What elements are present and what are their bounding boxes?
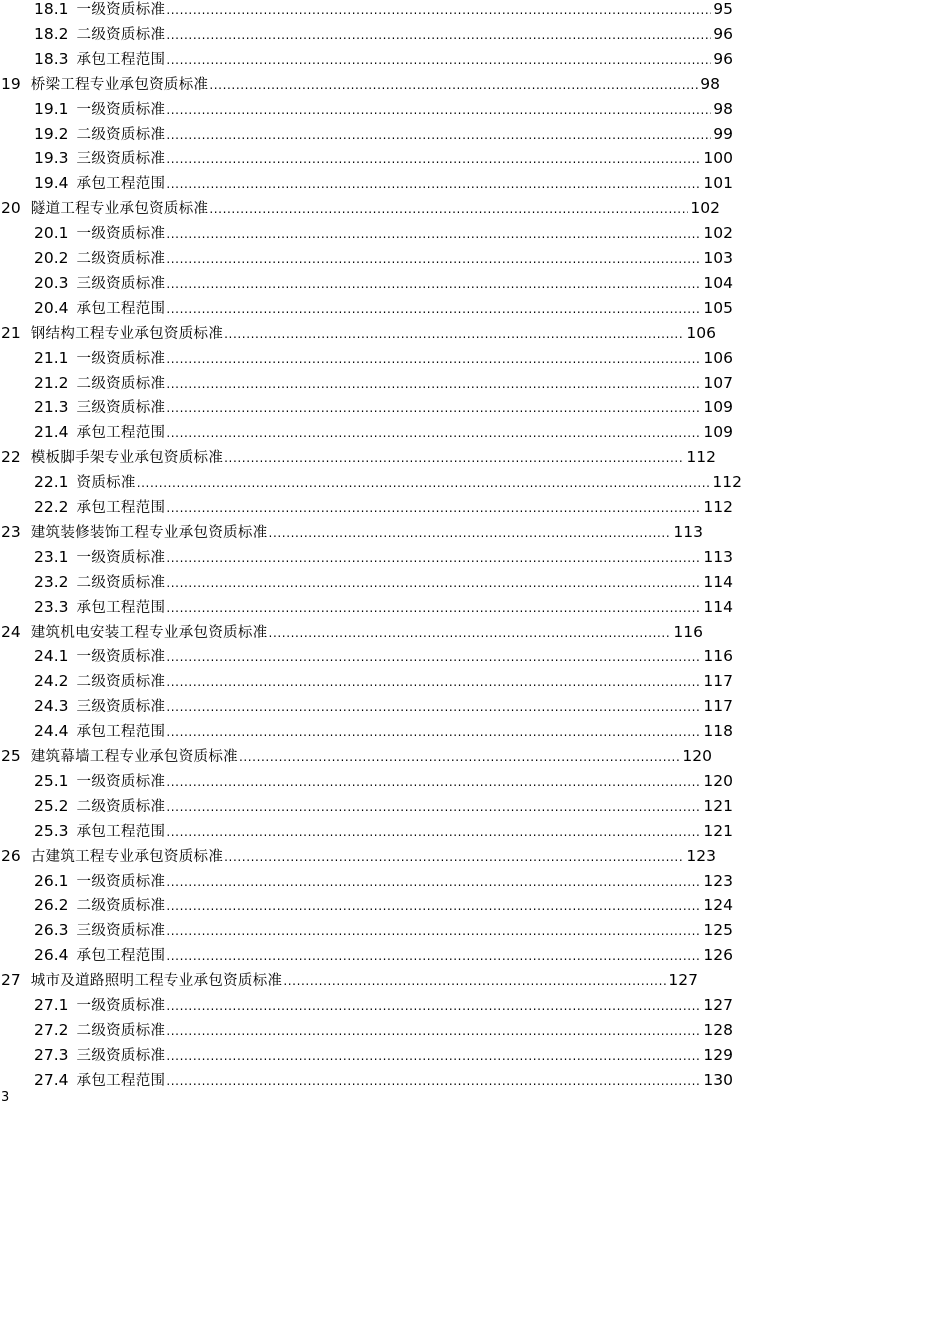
toc-entry-page-number: 127: [668, 971, 698, 990]
toc-entry-title: 承包工程范围: [76, 176, 166, 193]
toc-entry-page-number: 95: [713, 0, 733, 18]
toc-entry-number: 22.2: [34, 498, 69, 516]
toc-section-entry[interactable]: [0, 1045, 950, 1070]
toc-entry-page-number: 123: [703, 871, 733, 890]
toc-dot-leader: [165, 996, 701, 1016]
toc-entry-page-number: 125: [703, 921, 733, 940]
toc-entry-page-number: 123: [686, 846, 716, 865]
toc-entry-page-number: 117: [703, 697, 733, 716]
toc-dot-leader: [165, 498, 701, 518]
toc-entry-number: 24.2: [34, 672, 69, 691]
toc-entry-title: 三级资质标准: [76, 1047, 166, 1064]
toc-entry-number: 25.1: [34, 771, 69, 790]
toc-entry-number: 19.4: [34, 174, 69, 193]
toc-dot-leader: [165, 921, 701, 941]
toc-entry-title: 建筑机电安装工程专业承包资质标准: [30, 624, 268, 641]
toc-section-entry[interactable]: [0, 1070, 950, 1095]
toc-entry-number: 18.3: [34, 49, 69, 68]
toc-section-entry[interactable]: [0, 148, 950, 173]
toc-entry-page-number: 128: [703, 1020, 733, 1039]
toc-entry-number: 26.3: [34, 921, 69, 940]
toc-entry-title: 承包工程范围: [76, 724, 166, 741]
toc-entry-page-number: 100: [703, 149, 733, 168]
toc-entry-title: 一级资质标准: [76, 2, 166, 18]
toc-entry-title: 一级资质标准: [76, 226, 166, 243]
toc-entry-page-number: 109: [703, 398, 733, 417]
toc-entry-page-number: 120: [682, 747, 712, 765]
toc-dot-leader: [165, 1071, 701, 1091]
toc-dot-leader: [165, 1021, 701, 1041]
toc-chapter-entry[interactable]: [0, 622, 950, 647]
toc-entry-number: 27.3: [34, 1045, 69, 1064]
toc-entry-number: 25.3: [34, 821, 69, 840]
toc-entry-title: 三级资质标准: [76, 699, 166, 716]
toc-entry-page-number: 107: [703, 373, 733, 392]
toc-entry-page-number: 106: [686, 323, 716, 342]
toc-section-entry[interactable]: [0, 0, 950, 24]
toc-section-entry[interactable]: [0, 49, 950, 74]
toc-dot-leader: [165, 374, 701, 394]
toc-entry-page-number: 124: [703, 896, 733, 915]
toc-entry-title: 二级资质标准: [76, 251, 166, 267]
toc-entry-number: 19.3: [34, 149, 69, 168]
toc-entry-title: 二级资质标准: [76, 574, 166, 591]
toc-dot-leader: [165, 249, 701, 269]
toc-dot-leader: [165, 772, 701, 792]
toc-entry-page-number: 113: [673, 522, 703, 541]
toc-entry-page-number: 113: [703, 547, 733, 566]
toc-entry-page-number: 98: [700, 74, 720, 93]
toc-section-entry[interactable]: [0, 248, 950, 273]
toc-entry-page-number: 98: [713, 99, 733, 118]
toc-dot-leader: [165, 299, 701, 319]
toc-section-entry[interactable]: [0, 1020, 950, 1045]
toc-entry-title: 钢结构工程专业承包资质标准: [30, 325, 224, 342]
toc-entry-title: 一级资质标准: [76, 101, 166, 118]
toc-chapter-entry[interactable]: [0, 198, 950, 223]
toc-entry-title: 二级资质标准: [76, 798, 166, 815]
toc-entry-page-number: 127: [703, 996, 733, 1014]
toc-section-entry[interactable]: [0, 821, 950, 846]
toc-dot-leader: [268, 523, 672, 543]
toc-entry-number: 22: [1, 448, 21, 467]
toc-entry-title: 建筑幕墙工程专业承包资质标准: [30, 749, 238, 765]
toc-section-entry[interactable]: [0, 721, 950, 746]
toc-entry-page-number: 116: [673, 622, 703, 641]
toc-dot-leader: [223, 324, 684, 344]
toc-dot-leader: [223, 847, 684, 867]
toc-entry-number: 27: [1, 971, 21, 990]
toc-entry-title: 承包工程范围: [76, 500, 166, 516]
toc-dot-leader: [165, 896, 701, 916]
toc-entry-title: 古建筑工程专业承包资质标准: [30, 848, 224, 865]
toc-dot-leader: [165, 398, 701, 418]
toc-dot-leader: [165, 647, 701, 667]
toc-entry-title: 承包工程范围: [76, 948, 166, 965]
toc-dot-leader: [208, 75, 698, 95]
toc-chapter-entry[interactable]: [0, 746, 950, 771]
toc-entry-page-number: 130: [703, 1070, 733, 1089]
toc-dot-leader: [165, 1046, 701, 1066]
page-number: 3: [1, 1090, 10, 1105]
toc-section-entry[interactable]: [0, 373, 950, 398]
toc-entry-page-number: 120: [703, 771, 733, 790]
toc-section-entry[interactable]: [0, 895, 950, 920]
toc-section-entry[interactable]: [0, 671, 950, 696]
toc-entry-title: 资质标准: [76, 475, 136, 492]
toc-entry-number: 27.2: [34, 1020, 69, 1039]
toc-entry-title: 承包工程范围: [76, 51, 166, 68]
toc-entry-page-number: 117: [703, 672, 733, 691]
toc-entry-number: 23.2: [34, 572, 69, 591]
toc-entry-number: 20.4: [34, 298, 69, 317]
toc-section-entry[interactable]: [0, 771, 950, 796]
toc-section-entry[interactable]: [0, 273, 950, 298]
toc-section-entry[interactable]: [0, 796, 950, 821]
toc-entry-number: 18.1: [34, 0, 69, 18]
toc-dot-leader: [268, 623, 672, 643]
toc-section-entry[interactable]: [0, 422, 950, 447]
toc-dot-leader: [165, 573, 701, 593]
toc-entry-title: 一级资质标准: [76, 998, 166, 1014]
toc-entry-title: 二级资质标准: [76, 1022, 166, 1039]
toc-entry-number: 27.1: [34, 996, 69, 1014]
toc-entry-title: 二级资质标准: [76, 375, 166, 392]
toc-entry-title: 一级资质标准: [76, 773, 166, 790]
toc-entry-title: 一级资质标准: [76, 549, 166, 566]
toc-dot-leader: [165, 822, 701, 842]
toc-entry-title: 一级资质标准: [76, 873, 166, 890]
toc-entry-number: 21: [1, 323, 21, 342]
toc-dot-leader: [165, 100, 711, 120]
toc-entry-page-number: 103: [703, 249, 733, 267]
toc-dot-leader: [208, 199, 688, 219]
toc-entry-number: 20.2: [34, 249, 69, 267]
toc-entry-number: 23: [1, 522, 21, 541]
toc-section-entry[interactable]: [0, 397, 950, 422]
toc-entry-number: 24.1: [34, 647, 69, 666]
toc-entry-page-number: 101: [703, 174, 733, 193]
toc-section-entry[interactable]: [0, 920, 950, 945]
toc-dot-leader: [165, 224, 701, 244]
toc-entry-page-number: 129: [703, 1045, 733, 1064]
toc-entry-title: 城市及道路照明工程专业承包资质标准: [30, 973, 283, 990]
toc-dot-leader: [165, 797, 701, 817]
toc-dot-leader: [223, 448, 684, 468]
toc-dot-leader: [165, 697, 701, 717]
toc-entry-page-number: 121: [703, 796, 733, 815]
toc-entry-title: 承包工程范围: [76, 599, 166, 616]
toc-chapter-entry[interactable]: [0, 970, 950, 995]
toc-entry-page-number: 96: [713, 24, 733, 43]
toc-entry-page-number: 106: [703, 348, 733, 367]
toc-section-entry[interactable]: [0, 223, 950, 248]
toc-dot-leader: [165, 672, 701, 692]
toc-entry-title: 承包工程范围: [76, 425, 166, 442]
toc-entry-page-number: 109: [703, 423, 733, 442]
toc-entry-title: 承包工程范围: [76, 823, 166, 840]
toc-entry-number: 25.2: [34, 796, 69, 815]
toc-entry-title: 三级资质标准: [76, 400, 166, 417]
toc-entry-number: 24.3: [34, 697, 69, 716]
toc-section-entry[interactable]: [0, 298, 950, 323]
toc-section-entry[interactable]: [0, 995, 950, 1020]
toc-section-entry[interactable]: [0, 547, 950, 572]
toc-entry-page-number: 121: [703, 821, 733, 840]
toc-entry-number: 24: [1, 622, 21, 641]
toc-dot-leader: [165, 174, 701, 194]
toc-entry-page-number: 114: [703, 572, 733, 591]
toc-entry-number: 22.1: [34, 473, 69, 492]
toc-entry-title: 二级资质标准: [76, 126, 166, 143]
toc-dot-leader: [165, 125, 711, 145]
toc-entry-number: 23.1: [34, 547, 69, 566]
toc-dot-leader: [165, 50, 711, 70]
toc-entry-number: 18.2: [34, 24, 69, 43]
toc-entry-page-number: 114: [703, 597, 733, 616]
toc-entry-title: 承包工程范围: [76, 300, 166, 317]
toc-dot-leader: [165, 0, 711, 20]
toc-entry-page-number: 112: [712, 473, 742, 492]
toc-entry-title: 二级资质标准: [76, 898, 166, 915]
toc-entry-page-number: 96: [713, 49, 733, 68]
toc-entry-number: 19.2: [34, 124, 69, 143]
toc-chapter-entry[interactable]: [0, 323, 950, 348]
toc-entry-page-number: 99: [713, 124, 733, 143]
toc-entry-number: 23.3: [34, 597, 69, 616]
toc-entry-page-number: 116: [703, 647, 733, 666]
toc-entry-number: 26.1: [34, 871, 69, 890]
toc-dot-leader: [165, 149, 701, 169]
toc-entry-title: 二级资质标准: [76, 26, 166, 43]
toc-dot-leader: [165, 722, 701, 742]
toc-section-entry[interactable]: [0, 646, 950, 671]
toc-entry-number: 19: [1, 74, 21, 93]
toc-section-entry[interactable]: [0, 497, 950, 522]
toc-section-entry[interactable]: [0, 871, 950, 896]
toc-chapter-entry[interactable]: [0, 74, 950, 99]
toc-dot-leader: [165, 872, 701, 892]
toc-entry-title: 一级资质标准: [76, 649, 166, 666]
toc-dot-leader: [165, 946, 701, 966]
toc-entry-page-number: 102: [703, 224, 733, 243]
toc-entry-title: 桥梁工程专业承包资质标准: [30, 76, 209, 93]
toc-dot-leader: [282, 971, 666, 991]
toc-section-entry[interactable]: [0, 24, 950, 49]
toc-dot-leader: [165, 423, 701, 443]
toc-section-entry[interactable]: [0, 945, 950, 970]
toc-entry-title: 三级资质标准: [76, 151, 166, 168]
toc-section-entry[interactable]: [0, 696, 950, 721]
toc-entry-page-number: 118: [703, 722, 733, 741]
toc-entry-title: 二级资质标准: [76, 674, 166, 691]
toc-entry-title: 隧道工程专业承包资质标准: [30, 201, 209, 218]
toc-entry-title: 建筑装修装饰工程专业承包资质标准: [30, 524, 268, 541]
toc-entry-title: 承包工程范围: [76, 1072, 166, 1089]
toc-entry-number: 20.1: [34, 224, 69, 243]
toc-entry-number: 20: [1, 199, 21, 218]
toc-section-entry[interactable]: [0, 472, 950, 497]
toc-entry-page-number: 112: [703, 498, 733, 516]
toc-dot-leader: [165, 548, 701, 568]
toc-dot-leader: [238, 747, 680, 767]
toc-entry-number: 24.4: [34, 722, 69, 741]
toc-entry-page-number: 102: [690, 199, 720, 218]
toc-dot-leader: [136, 473, 711, 493]
toc-entry-number: 26.4: [34, 946, 69, 965]
toc-section-entry[interactable]: [0, 173, 950, 198]
toc-entry-number: 26.2: [34, 896, 69, 915]
toc-dot-leader: [165, 598, 701, 618]
toc-entry-title: 三级资质标准: [76, 923, 166, 940]
toc-section-entry[interactable]: [0, 99, 950, 124]
toc-entry-number: 21.4: [34, 423, 69, 442]
toc-entry-page-number: 112: [686, 448, 716, 467]
toc-dot-leader: [165, 349, 701, 369]
toc-chapter-entry[interactable]: [0, 846, 950, 871]
toc-dot-leader: [165, 274, 701, 294]
toc-entry-page-number: 105: [703, 298, 733, 317]
toc-entry-title: 三级资质标准: [76, 275, 166, 292]
toc-entry-number: 20.3: [34, 273, 69, 292]
toc-chapter-entry[interactable]: [0, 447, 950, 472]
toc-section-entry[interactable]: [0, 572, 950, 597]
toc-entry-title: 一级资质标准: [76, 350, 166, 367]
toc-entry-number: 21.3: [34, 398, 69, 417]
toc-entry-number: 27.4: [34, 1070, 69, 1089]
toc-entry-page-number: 126: [703, 946, 733, 965]
toc-dot-leader: [165, 25, 711, 45]
toc-entry-number: 21.2: [34, 373, 69, 392]
toc-section-entry[interactable]: [0, 124, 950, 149]
toc-entry-number: 26: [1, 846, 21, 865]
toc-entry-page-number: 104: [703, 273, 733, 292]
toc-entry-number: 21.1: [34, 348, 69, 367]
toc-entry-number: 25: [1, 747, 21, 765]
toc-entry-title: 模板脚手架专业承包资质标准: [30, 450, 224, 467]
toc-section-entry[interactable]: [0, 348, 950, 373]
toc-entry-number: 19.1: [34, 99, 69, 118]
toc-chapter-entry[interactable]: [0, 522, 950, 547]
toc-section-entry[interactable]: [0, 597, 950, 622]
